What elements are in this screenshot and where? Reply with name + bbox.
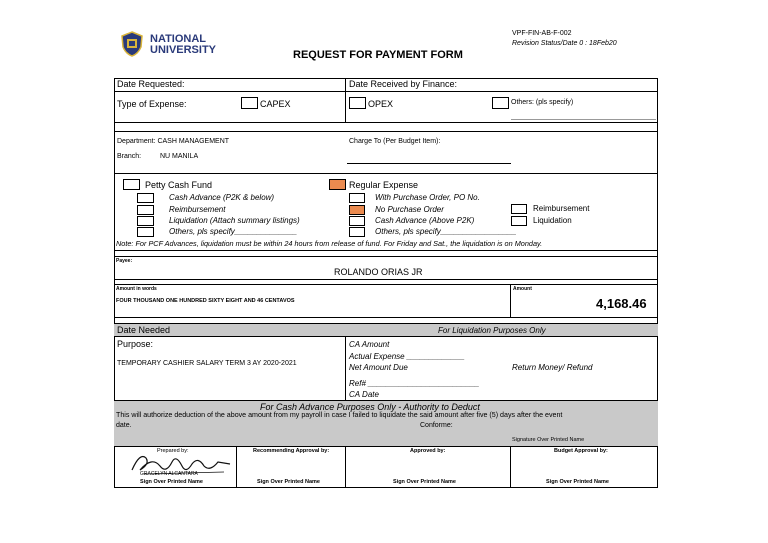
- payee-label: Payee:: [116, 258, 133, 264]
- purpose-value: TEMPORARY CASHIER SALARY TERM 3 AY 2020-2021: [117, 360, 297, 367]
- budget-approval-label: Budget Approval by:: [554, 448, 608, 454]
- others-expense-checkbox[interactable]: [492, 97, 509, 109]
- others-line: [511, 119, 656, 120]
- approved-label: Approved by:: [410, 448, 446, 454]
- revision-status: Revision Status/Date 0 : 18Feb20: [512, 40, 617, 47]
- charge-to-label: Charge To (Per Budget Item):: [349, 138, 441, 145]
- petty-item: Reimbursement: [169, 205, 226, 214]
- petty-liquidation-checkbox[interactable]: [137, 216, 154, 226]
- rule: [114, 336, 658, 337]
- row1-divider: [345, 78, 346, 122]
- petty-item: Cash Advance (P2K & below): [169, 193, 275, 202]
- reimbursement-checkbox[interactable]: [511, 204, 527, 214]
- rule: [114, 122, 658, 123]
- rule: [114, 91, 658, 92]
- recommending-label: Recommending Approval by:: [253, 448, 330, 454]
- org-name-line1: NATIONAL: [150, 33, 207, 45]
- actual-expense-label: Actual Expense _____________: [349, 352, 465, 361]
- pcf-note: Note: For PCF Advances, liquidation must be within 24 hours from release of fund. For Friday and Sat., the liquidation is on Monday.: [116, 239, 543, 248]
- regular-expense-checkbox[interactable]: [329, 179, 346, 190]
- rule: [114, 279, 658, 280]
- ref-label: Ref# _________________________: [349, 379, 480, 388]
- sig-divider: [510, 446, 511, 488]
- with-po-checkbox[interactable]: [349, 193, 365, 203]
- date-requested-label: Date Requested:: [117, 79, 185, 89]
- capex-label: CAPEX: [260, 99, 291, 109]
- rule: [114, 323, 658, 324]
- department-label: Department: CASH MANAGEMENT: [117, 138, 230, 145]
- conforme-label: Conforme:: [420, 422, 453, 429]
- sign-over-name-label: Sign Over Printed Name: [140, 479, 203, 485]
- signature-over-name-label: Signature Over Printed Name: [512, 437, 585, 443]
- rule: [114, 256, 658, 257]
- sign-over-name-label: Sign Over Printed Name: [257, 479, 320, 485]
- purpose-label: Purpose:: [117, 339, 154, 349]
- petty-item: Others, pls specify______________: [169, 227, 298, 236]
- rule: [114, 131, 658, 132]
- reimbursement-label: Reimbursement: [533, 204, 590, 213]
- regular-item: Others, pls specify_________________: [375, 227, 517, 236]
- petty-item: Liquidation (Attach summary listings): [169, 216, 300, 225]
- ca-date-label: CA Date: [349, 390, 379, 399]
- sig-divider: [236, 446, 237, 488]
- prepared-by-name: GRACELYN ALCANTARA: [140, 471, 198, 477]
- petty-reimbursement-checkbox[interactable]: [137, 205, 154, 215]
- prepared-by-label: Prepared by:: [157, 448, 189, 454]
- petty-others-checkbox[interactable]: [137, 227, 154, 237]
- expense-type-label: Type of Expense:: [117, 99, 187, 109]
- university-logo: [120, 31, 144, 57]
- liquidation-purposes-label: For Liquidation Purposes Only: [438, 326, 546, 335]
- liquidation-checkbox[interactable]: [511, 216, 527, 226]
- rule: [114, 446, 658, 447]
- regular-item: Cash Advance (Above P2K): [375, 216, 475, 225]
- authority-text-2: date.: [116, 422, 132, 429]
- petty-cash-advance-checkbox[interactable]: [137, 193, 154, 203]
- cash-advance-above-checkbox[interactable]: [349, 216, 365, 226]
- date-needed-label: Date Needed: [117, 325, 171, 335]
- branch-value: NU MANILA: [160, 153, 199, 160]
- sign-over-name-label: Sign Over Printed Name: [546, 479, 609, 485]
- rule: [114, 317, 658, 318]
- return-money-label: Return Money/ Refund: [512, 363, 593, 372]
- form-code: VPF-FIN-AB-F-002: [512, 30, 572, 37]
- sign-over-name-label: Sign Over Printed Name: [393, 479, 456, 485]
- regular-expense-label: Regular Expense: [349, 180, 419, 190]
- liquidation-label: Liquidation: [533, 216, 572, 225]
- purpose-divider: [345, 336, 346, 400]
- amount-value: 4,168.46: [596, 296, 647, 311]
- authority-text: This will authorize deduction of the above amount from my payroll in case I failed to liquidate the said amount after five (5) days after the event: [116, 411, 563, 419]
- charge-to-line: [347, 163, 511, 164]
- rule: [114, 173, 658, 174]
- sig-divider: [345, 446, 346, 488]
- others-expense-label: Others: (pls specify): [511, 99, 574, 106]
- ca-amount-label: CA Amount: [349, 340, 390, 349]
- regular-item: No Purchase Order: [375, 205, 444, 214]
- payee-name: ROLANDO ORIAS JR: [334, 267, 423, 277]
- net-amount-label: Net Amount Due: [349, 363, 408, 372]
- date-received-label: Date Received by Finance:: [349, 79, 458, 89]
- opex-checkbox[interactable]: [349, 97, 366, 109]
- org-name-line2: UNIVERSITY: [150, 44, 217, 56]
- regular-others-checkbox[interactable]: [349, 227, 365, 237]
- capex-checkbox[interactable]: [241, 97, 258, 109]
- amount-words-label: Amount in words: [116, 286, 157, 292]
- petty-cash-checkbox[interactable]: [123, 179, 140, 190]
- no-po-checkbox[interactable]: [349, 205, 365, 215]
- rule: [114, 250, 658, 251]
- branch-label: Branch:: [117, 153, 142, 160]
- amount-divider: [510, 284, 511, 317]
- opex-label: OPEX: [368, 99, 394, 109]
- date-needed-bar: [114, 323, 658, 336]
- authority-title: For Cash Advance Purposes Only - Authority to Deduct: [260, 402, 480, 412]
- petty-cash-label: Petty Cash Fund: [145, 180, 213, 190]
- rule: [114, 284, 658, 285]
- amount-words-value: FOUR THOUSAND ONE HUNDRED SIXTY EIGHT AND 46 CENTAVOS: [116, 298, 295, 304]
- amount-label: Amount: [513, 286, 532, 292]
- form-title: REQUEST FOR PAYMENT FORM: [293, 49, 463, 61]
- regular-item: With Purchase Order, PO No.: [375, 193, 480, 202]
